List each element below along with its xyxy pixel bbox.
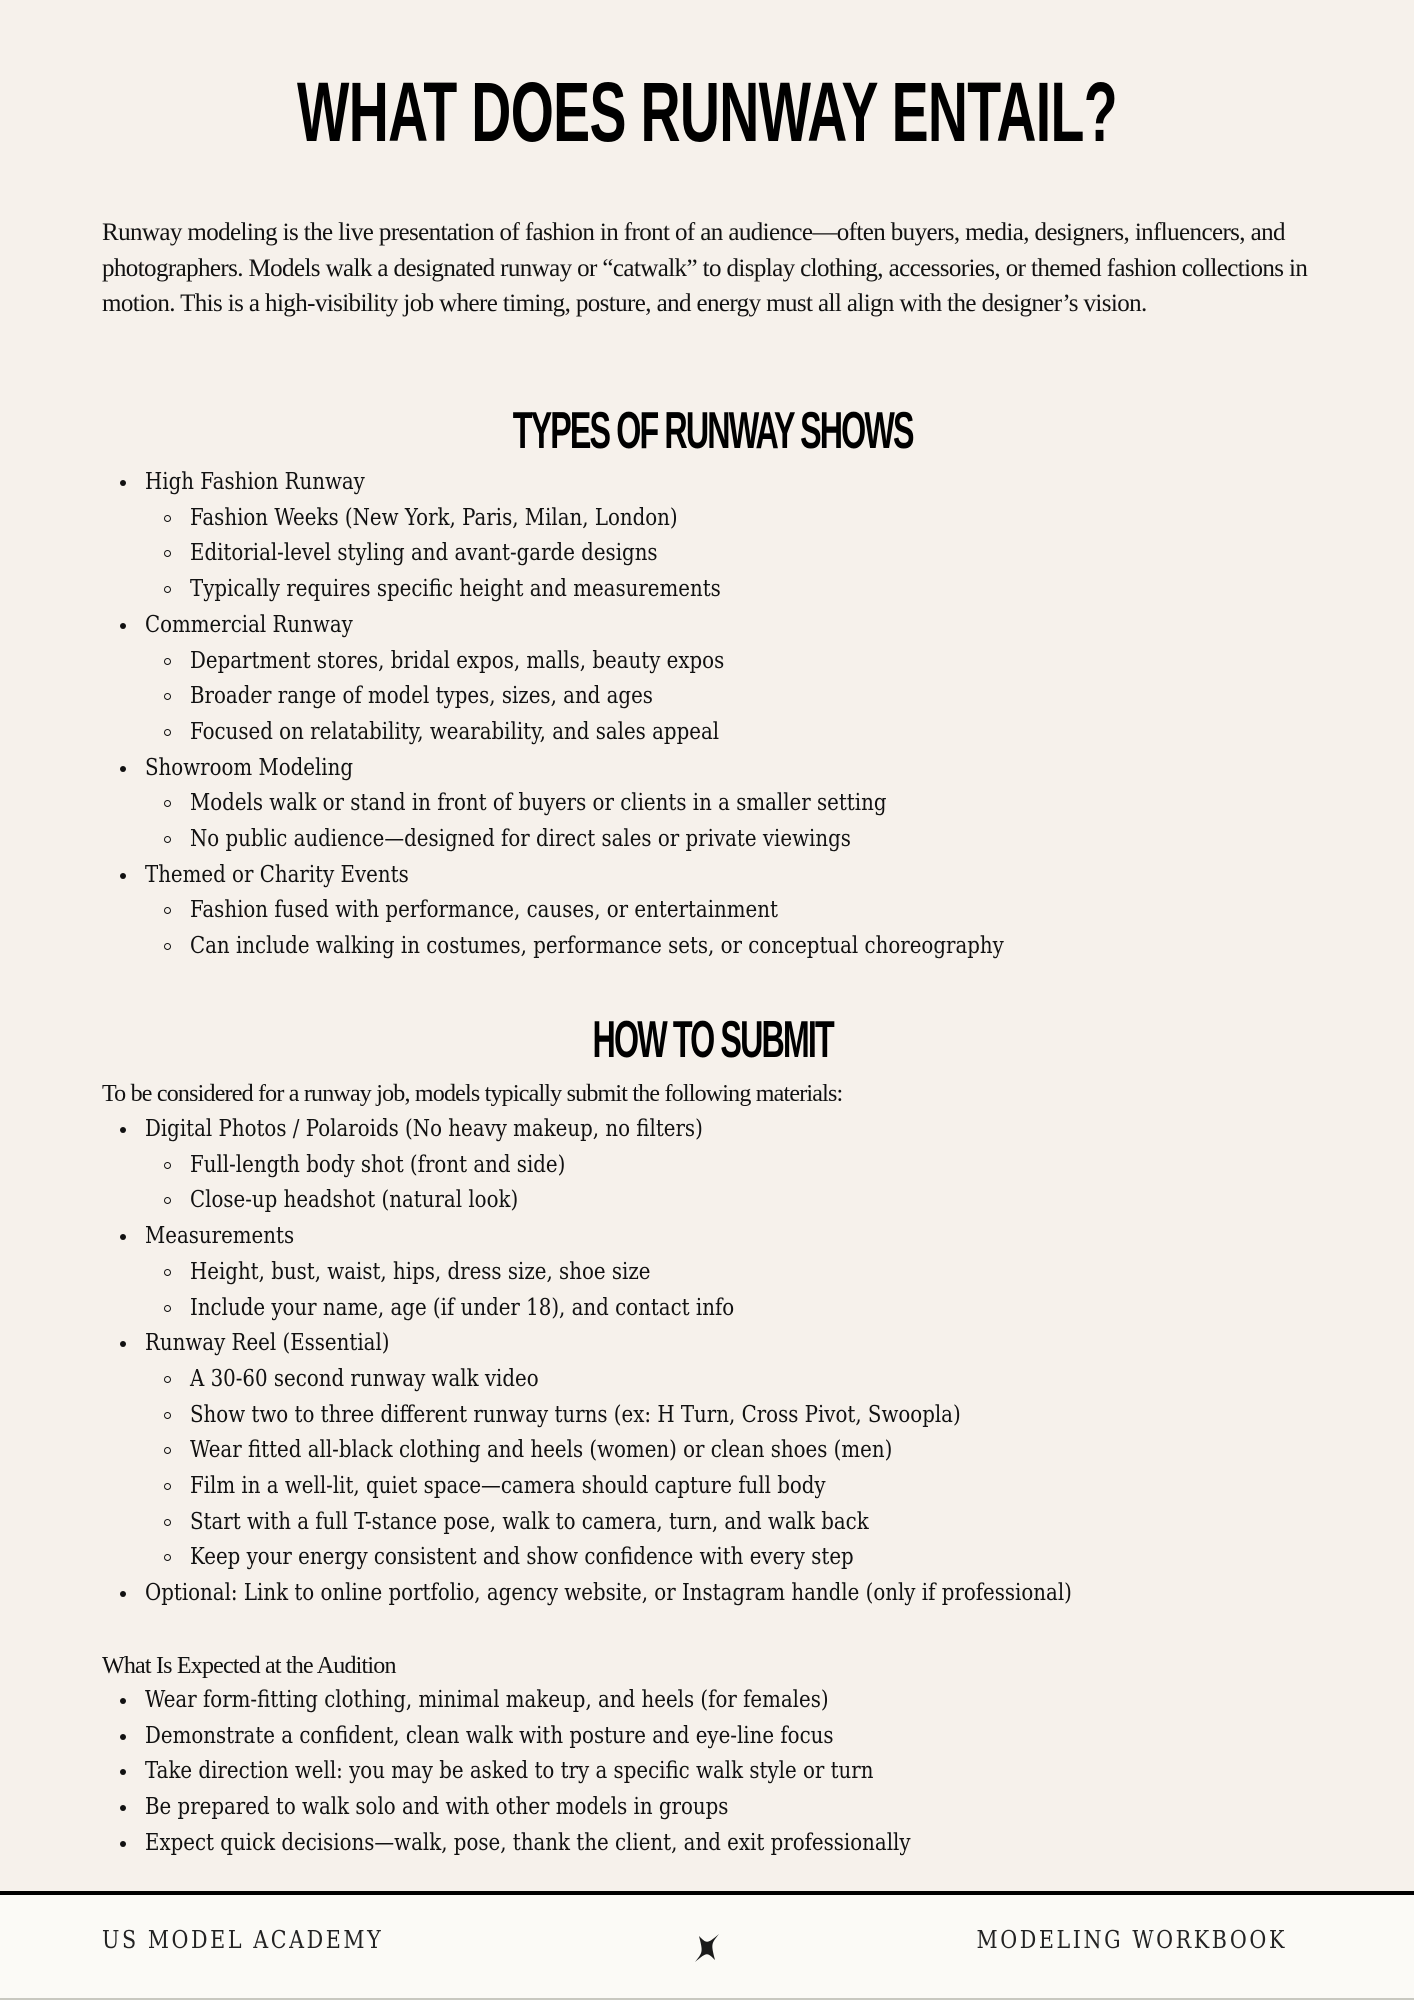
intro-paragraph: Runway modeling is the live presentation of fashion in front of an audience—often buyers, media, designers, influencers, and photographers. Models walk a designated runway or “catwalk” to display clothing, accessories, or themed fashion collections in motion. This is a high-visibility job where timing, posture, and energy must all align with the designer’s vision. [102, 219, 1308, 317]
submit-list [102, 1112, 1362, 1612]
list-subitem: Film in a well-lit, quiet space—camera should capture full body [102, 1469, 1362, 1505]
list-item: Measurements [102, 1219, 1362, 1255]
list-subitem: Can include walking in costumes, performance sets, or conceptual choreography [102, 929, 1362, 965]
list-item: Themed or Charity Events [102, 858, 1362, 894]
list-subitem: Height, bust, waist, hips, dress size, shoe size [102, 1255, 1362, 1291]
footer-brand: US MODEL ACADEMY [102, 1926, 384, 1954]
submit-intro: To be considered for a runway job, models typically submit the following materials: [102, 1081, 843, 1107]
list-item: Optional: Link to online portfolio, agency website, or Instagram handle (only if professional) [102, 1576, 1362, 1612]
list-subitem: Fashion fused with performance, causes, or entertainment [102, 893, 1362, 929]
list-subitem: Close-up headshot (natural look) [102, 1183, 1362, 1219]
list-subitem: Include your name, age (if under 18), and contact info [102, 1291, 1362, 1327]
list-item: Digital Photos / Polaroids (No heavy makeup, no filters) [102, 1112, 1362, 1148]
section-heading-submit: HOW TO SUBMIT [592, 1011, 833, 1069]
list-item: High Fashion Runway [102, 465, 1362, 501]
list-item: Take direction well: you may be asked to try a specific walk style or turn [102, 1754, 1362, 1790]
footer [0, 1895, 1414, 2000]
list-subitem: Department stores, bridal expos, malls, beauty expos [102, 644, 1362, 680]
list-item: Wear form-fitting clothing, minimal makeup, and heels (for females) [102, 1683, 1362, 1719]
types-list [102, 465, 1362, 965]
audition-list [102, 1683, 1362, 1862]
section-heading-types: TYPES OF RUNWAY SHOWS [512, 402, 913, 460]
list-subitem: Editorial-level styling and avant-garde designs [102, 536, 1362, 572]
list-subitem: Start with a full T-stance pose, walk to camera, turn, and walk back [102, 1505, 1362, 1541]
list-item: Expect quick decisions—walk, pose, thank the client, and exit professionally [102, 1826, 1362, 1862]
list-subitem: Keep your energy consistent and show confidence with every step [102, 1540, 1362, 1576]
list-subitem: A 30-60 second runway walk video [102, 1362, 1362, 1398]
list-item: Runway Reel (Essential) [102, 1326, 1362, 1362]
audition-title: What Is Expected at the Audition [102, 1653, 396, 1679]
page-title: WHAT DOES RUNWAY ENTAIL? [297, 65, 1117, 159]
list-subitem: Full-length body shot (front and side) [102, 1148, 1362, 1184]
list-item: Commercial Runway [102, 608, 1362, 644]
list-subitem: Typically requires specific height and measurements [102, 572, 1362, 608]
list-item: Be prepared to walk solo and with other models in groups [102, 1790, 1362, 1826]
list-subitem: No public audience—designed for direct sales or private viewings [102, 822, 1362, 858]
footer-workbook: MODELING WORKBOOK [976, 1926, 1287, 1954]
list-subitem: Show two to three different runway turns (ex: H Turn, Cross Pivot, Swoopla) [102, 1398, 1362, 1434]
four-point-star-icon [689, 1930, 725, 1966]
list-item: Demonstrate a confident, clean walk with posture and eye-line focus [102, 1719, 1362, 1755]
list-subitem: Models walk or stand in front of buyers or clients in a smaller setting [102, 786, 1362, 822]
list-item: Showroom Modeling [102, 751, 1362, 787]
list-subitem: Wear fitted all-black clothing and heels (women) or clean shoes (men) [102, 1433, 1362, 1469]
list-subitem: Fashion Weeks (New York, Paris, Milan, London) [102, 501, 1362, 537]
list-subitem: Focused on relatability, wearability, and sales appeal [102, 715, 1362, 751]
list-subitem: Broader range of model types, sizes, and ages [102, 679, 1362, 715]
